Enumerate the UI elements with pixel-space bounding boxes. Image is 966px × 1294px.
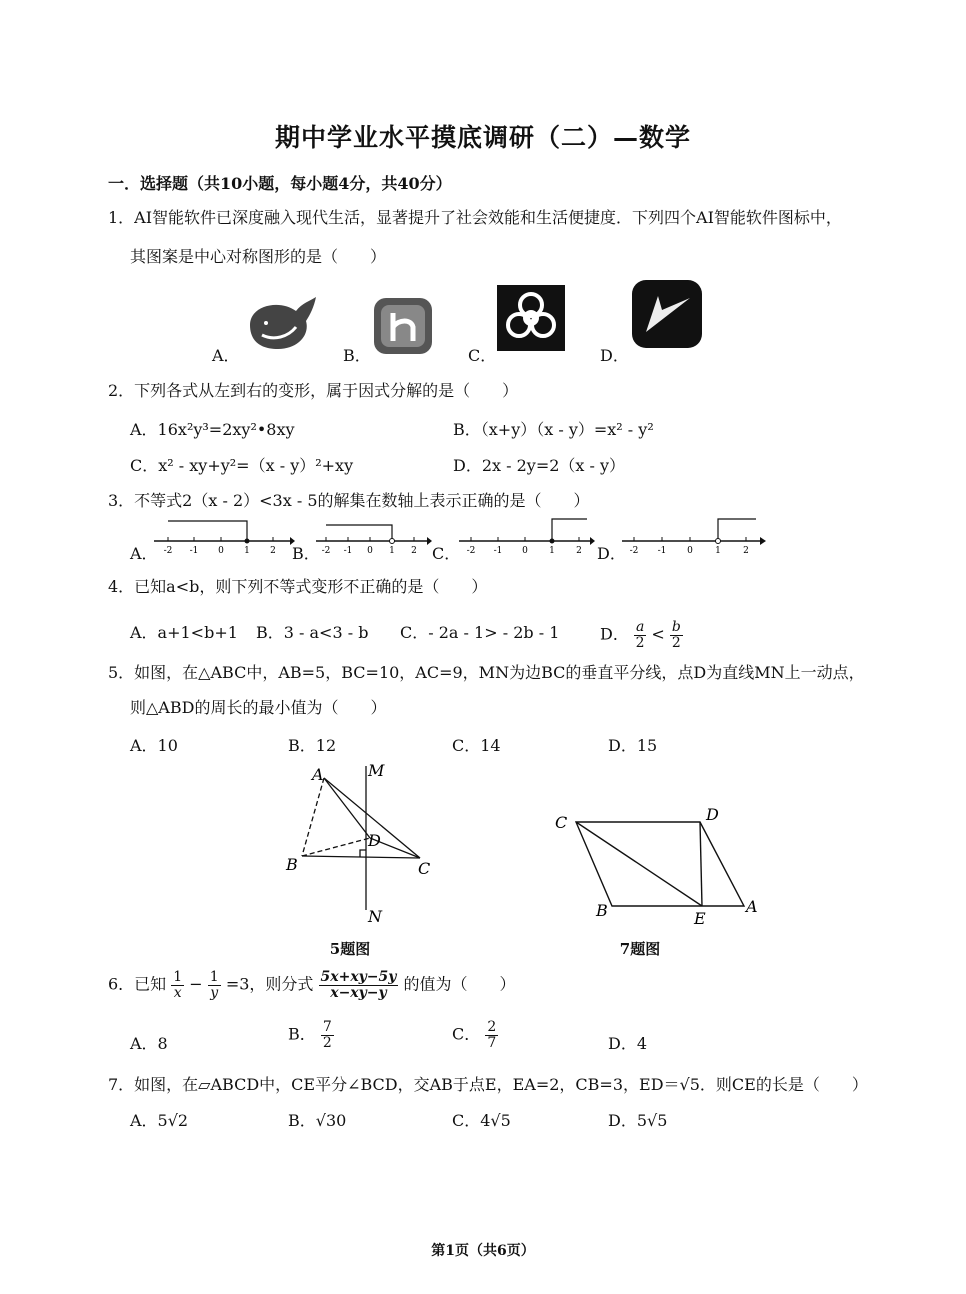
number-line-b bbox=[312, 515, 432, 560]
page-footer: 第1页（共6页） bbox=[431, 1243, 535, 1259]
q2-option-c: C．x² - xy+y²=（x - y）²+xy bbox=[130, 456, 354, 475]
tick-label: -2 bbox=[629, 546, 639, 556]
q7-option-b: B．√30 bbox=[288, 1111, 347, 1130]
q5-option-a: A．10 bbox=[130, 736, 178, 755]
h-logo-icon bbox=[373, 297, 433, 355]
q2-stem: 2．下列各式从左到右的变形，属于因式分解的是（ ） bbox=[108, 381, 519, 400]
q3-label-a: A． bbox=[130, 544, 158, 563]
number-line-a bbox=[150, 515, 295, 560]
q3-label-b: B． bbox=[292, 544, 320, 563]
tick-label: -1 bbox=[657, 546, 667, 556]
tick-label: 2 bbox=[743, 546, 749, 556]
q1-stem-line1: 1．AI智能软件已深度融入现代生活，显著提升了社会效能和生活便捷度．下列四个AI智能软件图标中， bbox=[108, 208, 842, 227]
q6-option-b: B． $\frac{7}{2}$ bbox=[288, 1019, 332, 1051]
point-label: D bbox=[368, 831, 381, 850]
q4-option-c: C．- 2a - 1> - 2b - 1 bbox=[400, 623, 560, 642]
q1-label-d: D． bbox=[600, 346, 629, 365]
q7-option-d: D．5√5 bbox=[608, 1111, 668, 1130]
q1-label-b: B． bbox=[343, 346, 371, 365]
tick-label: -1 bbox=[189, 546, 199, 556]
tick-label: 2 bbox=[270, 546, 276, 556]
q6-option-d: D．4 bbox=[608, 1034, 648, 1053]
tick-label: 1 bbox=[244, 546, 250, 556]
tick-label: 0 bbox=[687, 546, 693, 556]
tick-label: -2 bbox=[466, 546, 476, 556]
q5-stem-line1: 5．如图，在△ABC中，AB=5，BC=10，AC=9，MN为边BC的垂直平分线，点D为直线MN上一动点， bbox=[108, 663, 865, 682]
paper-plane-logo-icon bbox=[632, 280, 702, 348]
tick-label: 1 bbox=[715, 546, 721, 556]
page-title: 期中学业水平摸底调研（二）—数学 bbox=[274, 123, 691, 152]
number-line-d bbox=[618, 515, 766, 560]
point-label: D bbox=[706, 805, 719, 824]
q7-stem: 7．如图，在▱ABCD中，CE平分∠BCD，交AB于点E，EA=2，CB=3，ED＝√5．则CE的长是（ ） bbox=[108, 1075, 868, 1094]
q7-option-a: A．5√2 bbox=[130, 1111, 189, 1130]
point-label: A bbox=[312, 765, 324, 784]
point-label: C bbox=[418, 859, 431, 878]
q6-stem: 6．已知 $\frac{1}{x}$ − $\frac{1}{y}$ =3，则分式 $\frac{5x+xy-5y}{x-xy-y}$ 的值为（ ） bbox=[108, 969, 516, 1001]
tick-label: 0 bbox=[522, 546, 528, 556]
section-heading: 一．选择题（共10小题，每小题4分，共40分） bbox=[108, 174, 452, 193]
tick-label: -2 bbox=[321, 546, 331, 556]
point-label: C bbox=[555, 813, 568, 832]
tick-label: -1 bbox=[343, 546, 353, 556]
tick-label: 1 bbox=[389, 546, 395, 556]
q1-label-c: C． bbox=[468, 346, 497, 365]
point-label: B bbox=[596, 901, 608, 920]
number-line-c bbox=[455, 515, 595, 560]
whale-logo-icon bbox=[240, 295, 320, 355]
figure-7 bbox=[550, 800, 770, 930]
tick-label: -2 bbox=[163, 546, 173, 556]
point-label: E bbox=[694, 909, 706, 928]
tick-label: 1 bbox=[549, 546, 555, 556]
q2-option-b: B．（x+y）（x - y）=x² - y² bbox=[453, 420, 654, 439]
q6-option-a: A．8 bbox=[130, 1034, 168, 1053]
figure-5-caption: 5题图 bbox=[329, 940, 371, 958]
point-label: A bbox=[746, 897, 758, 916]
tick-label: 2 bbox=[576, 546, 582, 556]
q4-stem: 4．已知a<b，则下列不等式变形不正确的是（ ） bbox=[108, 577, 488, 596]
q1-stem-line2: 其图案是中心对称图形的是（ ） bbox=[130, 247, 387, 266]
figure-5 bbox=[280, 758, 450, 930]
q5-option-d: D．15 bbox=[608, 736, 658, 755]
q2-option-a: A．16x²y³=2xy²•8xy bbox=[130, 420, 295, 439]
q2-option-d: D．2x - 2y=2（x - y） bbox=[453, 456, 626, 475]
point-label: M bbox=[368, 761, 385, 780]
q4-option-d: D． $\frac{a}{2}$ < $\frac{b}{2}$ bbox=[600, 619, 681, 651]
q7-option-c: C．4√5 bbox=[452, 1111, 511, 1130]
q5-option-b: B．12 bbox=[288, 736, 337, 755]
point-label: N bbox=[368, 907, 382, 926]
figure-7-caption: 7题图 bbox=[619, 940, 661, 958]
q3-label-d: D． bbox=[597, 544, 626, 563]
q5-stem-line2: 则△ABD的周长的最小值为（ ） bbox=[130, 698, 387, 717]
q4-option-a: A．a+1<b+1 bbox=[130, 623, 238, 642]
knot-logo-icon bbox=[497, 285, 565, 351]
q1-label-a: A． bbox=[212, 346, 240, 365]
q4-option-b: B．3 - a<3 - b bbox=[256, 623, 369, 642]
tick-label: 2 bbox=[411, 546, 417, 556]
q6-option-c: C． $\frac{2}{7}$ bbox=[452, 1019, 497, 1051]
q3-stem: 3．不等式2（x - 2）<3x - 5的解集在数轴上表示正确的是（ ） bbox=[108, 491, 590, 510]
q3-label-c: C． bbox=[432, 544, 461, 563]
point-label: B bbox=[286, 855, 298, 874]
tick-label: 0 bbox=[218, 546, 224, 556]
tick-label: 0 bbox=[367, 546, 373, 556]
q5-option-c: C．14 bbox=[452, 736, 501, 755]
tick-label: -1 bbox=[493, 546, 503, 556]
